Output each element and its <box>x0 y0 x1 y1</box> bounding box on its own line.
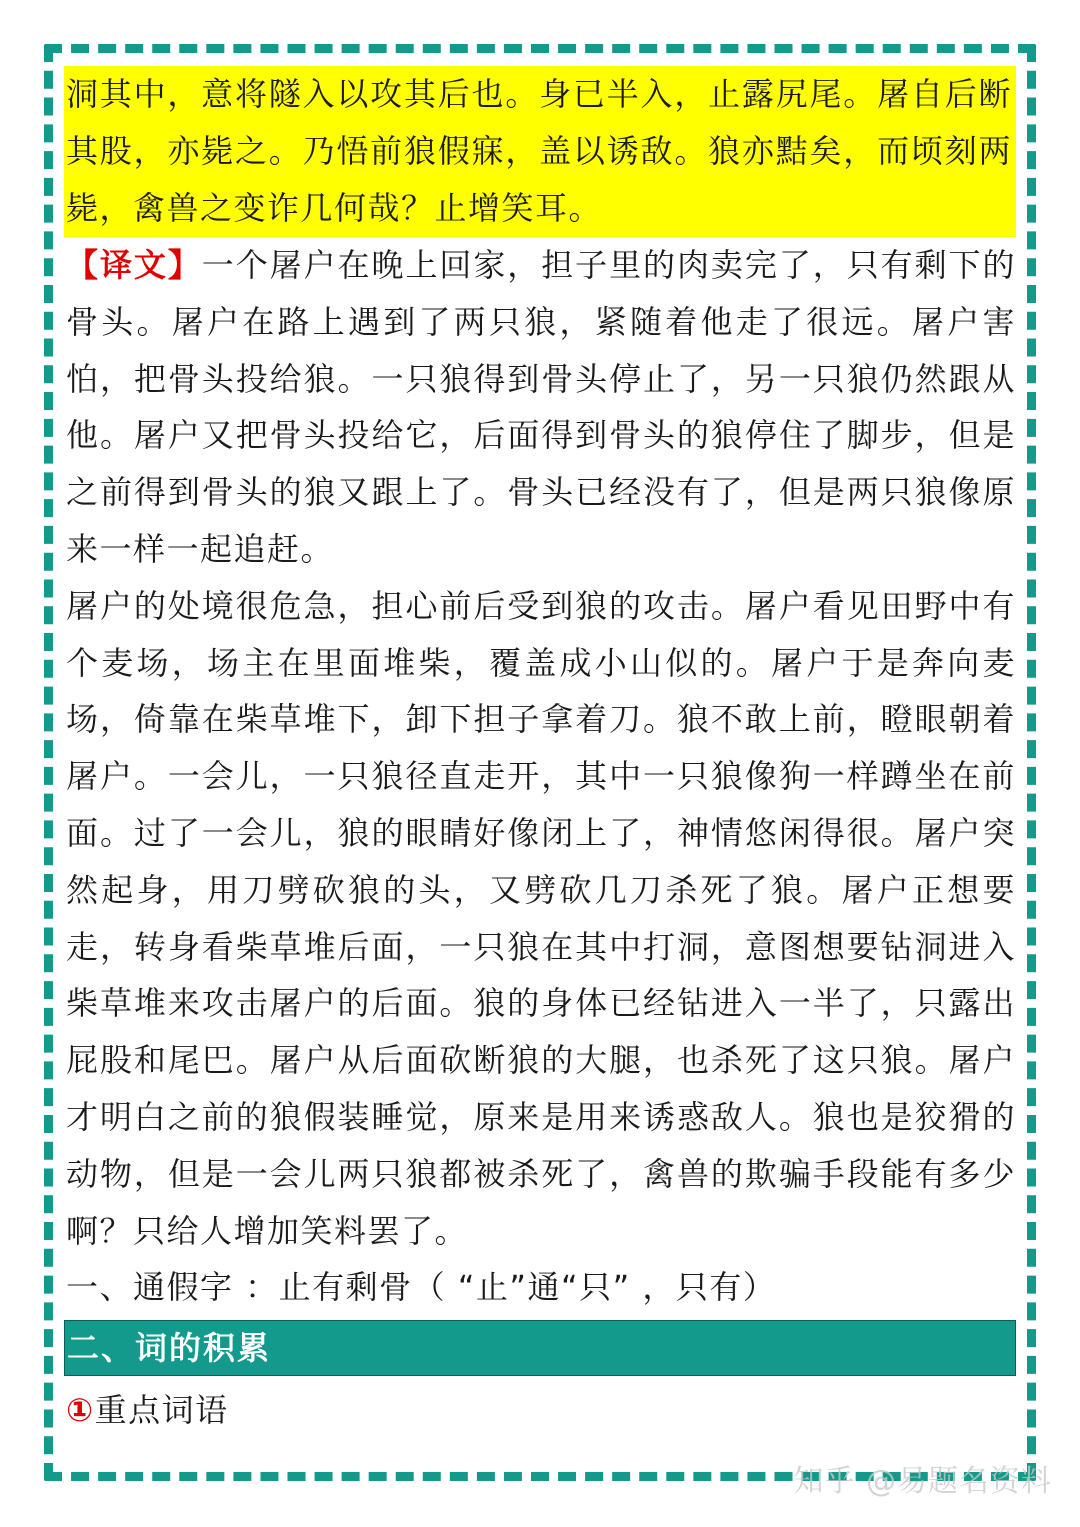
section-heading-word-accumulation: 二、词的积累 <box>64 1320 1016 1376</box>
item-label: 重点词语 <box>94 1391 229 1430</box>
document-content <box>64 66 1016 1438</box>
item-number: ① <box>66 1391 95 1430</box>
watermark: 知乎 @易题名资料 <box>793 1464 1052 1499</box>
original-text-highlight: 洞其中，意将隧入以攻其后也。身已半入，止露尻尾。屠自后断其股，亦毙之。乃悟前狼假寐，盖以诱敌。狼亦黠矣，而顷刻两毙，禽兽之变诈几何哉？止增笑耳。 <box>64 66 1016 237</box>
translation-paragraph-2: 屠户的处境很危急，担心前后受到狼的攻击。屠户看见田野中有个麦场，场主在里面堆柴，覆盖成小山似的。屠户于是奔向麦场，倚靠在柴草堆下，卸下担子拿着刀。狼不敢上前，瞪眼朝着屠户。一会儿，一只狼径直走开，其中一只狼像狗一样蹲坐在前面。过了一会儿，狼的眼睛好像闭上了，神情悠闲得很。屠户突然起身，用刀劈砍狼的头，又劈砍几刀杀死了狼。屠户正想要走，转身看柴草堆后面，一只狼在其中打洞，意图想要钻洞进入柴草堆来攻击屠户的后面。狼的身体已经钻进入一半了，只露出屁股和尾巴。屠户从后面砍断狼的大腿，也杀死了这只狼。屠户才明白之前的狼假装睡觉，原来是用来诱惑敌人。狼也是狡猾的动物，但是一会儿两只狼都被杀死了，禽兽的欺骗手段能有多少啊？只给人增加笑料罢了。 <box>66 586 1016 1250</box>
translation-label: 【译文】 <box>66 246 202 284</box>
tongjiazi-line: 一、通假字 ：止有剩骨（ “止”通“只” ，只有） <box>66 1268 777 1307</box>
translation-text-1: 一个屠户在晚上回家，担子里的肉卖完了，只有剩下的骨头。屠户在路上遇到了两只狼，紧随着他走了很远。屠户害怕，把骨头投给狼。一只狼得到骨头停止了，另一只狼仍然跟从他。屠户又把骨头投给它，后面得到骨头的狼停住了脚步，但是之前得到骨头的狼又跟上了。骨头已经没有了，但是两只狼像原来一样一起追赶。 <box>66 246 1016 568</box>
translation-paragraph-1 <box>64 237 1016 578</box>
key-words-item <box>64 1382 1016 1438</box>
